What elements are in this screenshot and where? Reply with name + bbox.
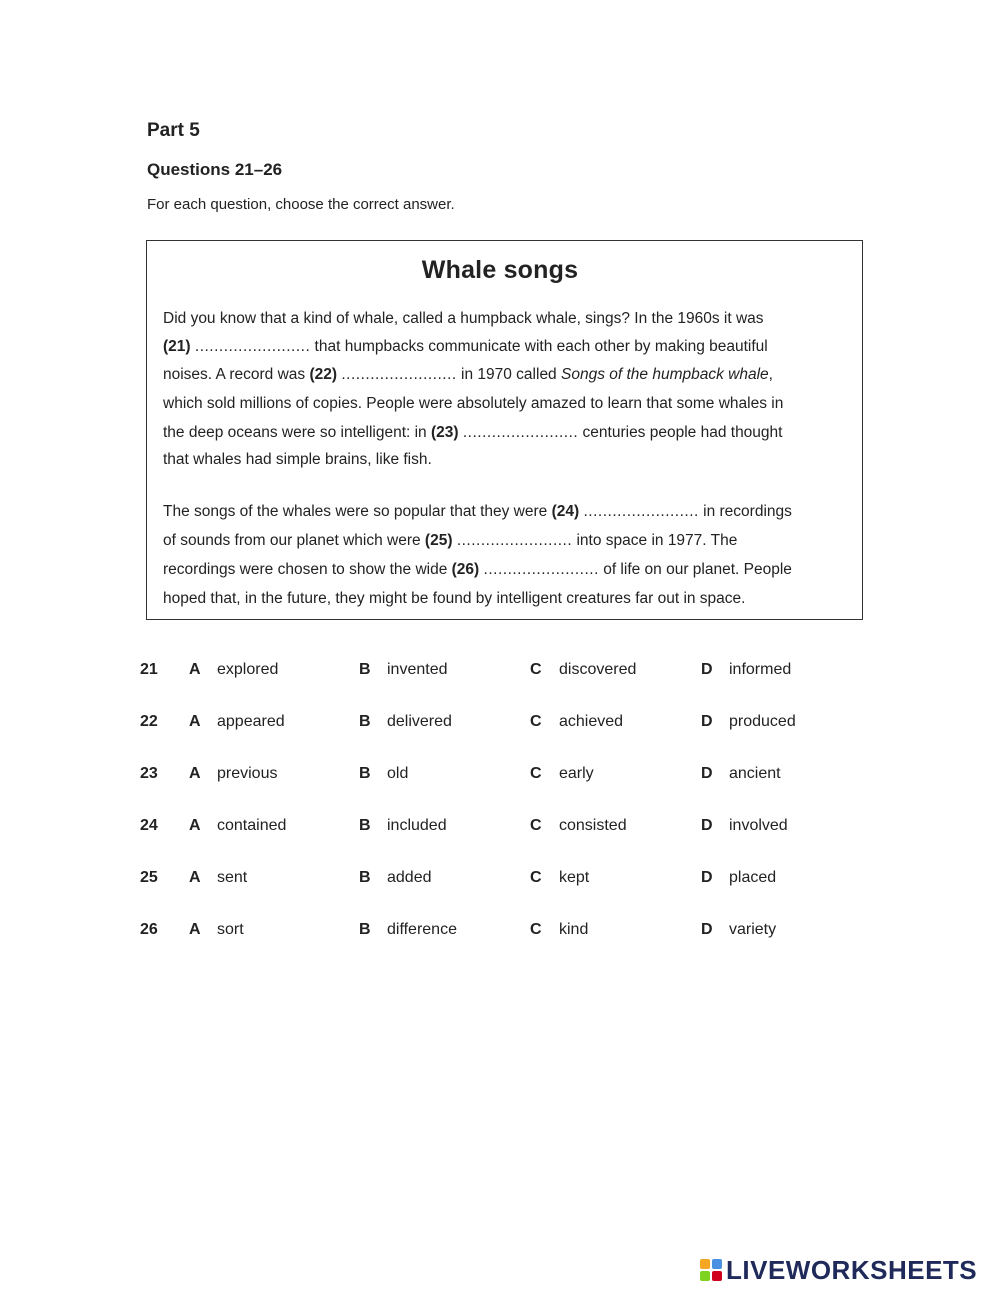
option-letter-b: B [359, 817, 371, 834]
option-letter-c: C [530, 817, 542, 834]
option-22-a[interactable]: appeared [217, 713, 285, 730]
option-25-d[interactable]: placed [729, 869, 777, 886]
blank-number-26: (26) [451, 561, 480, 578]
option-25-c[interactable]: kept [559, 869, 590, 886]
question-row-22 [0, 713, 1000, 737]
option-letter-a: A [189, 817, 201, 834]
option-letter-c: C [530, 869, 542, 886]
option-23-d[interactable]: ancient [729, 765, 781, 782]
option-25-a[interactable]: sent [217, 869, 248, 886]
option-25-b[interactable]: added [387, 869, 432, 886]
option-26-a[interactable]: sort [217, 921, 244, 938]
option-letter-d: D [701, 921, 713, 938]
instruction-text: For each question, choose the correct answer. [147, 196, 455, 213]
option-letter-a: A [189, 921, 201, 938]
option-21-d[interactable]: informed [729, 661, 792, 678]
question-number: 23 [140, 765, 158, 782]
option-letter-b: B [359, 869, 371, 886]
question-row-21 [0, 661, 1000, 685]
blank-21[interactable]: ........................ [194, 338, 311, 355]
option-24-c[interactable]: consisted [559, 817, 627, 834]
option-letter-b: B [359, 713, 371, 730]
option-letter-a: A [189, 765, 201, 782]
passage-line-10: hoped that, in the future, they might be found by intelligent creatures far out in space. [163, 590, 746, 607]
blank-number-23: (23) [430, 424, 459, 441]
option-letter-c: C [530, 765, 542, 782]
brand-text: LIVEWORKSHEETS [726, 1254, 978, 1285]
option-letter-d: D [701, 817, 713, 834]
option-22-d[interactable]: produced [729, 713, 796, 730]
option-letter-b: B [359, 921, 371, 938]
liveworksheets-brand [700, 1256, 977, 1284]
blank-23[interactable]: ........................ [462, 424, 579, 441]
passage-line-9: recordings were chosen to show the wide (26) ........................ of life on our planet. People [163, 561, 792, 578]
option-21-a[interactable]: explored [217, 661, 279, 678]
questions-title: Questions 21–26 [147, 160, 283, 179]
passage-line-8: of sounds from our planet which were (25) ........................ into space in 1977. The [163, 532, 738, 549]
option-26-c[interactable]: kind [559, 921, 589, 938]
option-24-a[interactable]: contained [217, 817, 287, 834]
option-letter-d: D [701, 661, 713, 678]
option-letter-d: D [701, 765, 713, 782]
option-21-b[interactable]: invented [387, 661, 448, 678]
passage-line-4: which sold millions of copies. People were absolutely amazed to learn that some whales in [163, 395, 784, 412]
option-22-c[interactable]: achieved [559, 713, 624, 730]
passage-title: Whale songs [421, 256, 579, 284]
option-letter-c: C [530, 921, 542, 938]
option-letter-d: D [701, 713, 713, 730]
blank-26[interactable]: ........................ [483, 561, 599, 578]
question-row-26 [0, 921, 1000, 945]
option-22-b[interactable]: delivered [387, 713, 452, 730]
option-23-c[interactable]: early [559, 765, 594, 782]
passage-line-3: noises. A record was (22) ........................ in 1970 called Songs of the humpback whale, [163, 366, 773, 383]
question-row-24 [0, 817, 1000, 841]
passage-line-1: Did you know that a kind of whale, called a humpback whale, sings? In the 1960s it was [163, 310, 764, 327]
option-letter-d: D [701, 869, 713, 886]
liveworksheets-logo-icon [700, 1259, 722, 1281]
logo-square [700, 1259, 710, 1269]
option-23-a[interactable]: previous [217, 765, 278, 782]
option-24-b[interactable]: included [387, 817, 447, 834]
option-24-d[interactable]: involved [729, 817, 788, 834]
option-21-c[interactable]: discovered [559, 661, 637, 678]
passage-line-7: The songs of the whales were so popular that they were (24) ........................ in recordings [163, 503, 792, 520]
question-row-23 [0, 765, 1000, 789]
blank-number-25: (25) [424, 532, 453, 549]
question-number: 22 [140, 713, 158, 730]
option-letter-a: A [189, 713, 201, 730]
logo-square [700, 1271, 710, 1281]
logo-square [712, 1271, 722, 1281]
question-number: 25 [140, 869, 158, 886]
option-letter-a: A [189, 661, 201, 678]
option-23-b[interactable]: old [387, 765, 409, 782]
option-letter-b: B [359, 661, 371, 678]
blank-24[interactable]: ........................ [583, 503, 699, 520]
option-letter-a: A [189, 869, 201, 886]
blank-number-24: (24) [551, 503, 580, 520]
blank-number-21: (21) [163, 338, 191, 355]
option-letter-c: C [530, 661, 542, 678]
question-number: 21 [140, 661, 158, 678]
part-title: Part 5 [147, 120, 200, 141]
option-letter-b: B [359, 765, 371, 782]
passage-line-2: (21) ........................ that humpbacks communicate with each other by making beautiful [163, 338, 768, 355]
blank-22[interactable]: ........................ [341, 366, 457, 383]
option-26-d[interactable]: variety [729, 921, 777, 938]
blank-number-22: (22) [309, 366, 338, 383]
question-number: 26 [140, 921, 158, 938]
passage-line-5: the deep oceans were so intelligent: in (23) ........................ centuries people had thought [163, 424, 783, 441]
option-26-b[interactable]: difference [387, 921, 457, 938]
question-number: 24 [140, 817, 158, 834]
logo-square [712, 1259, 722, 1269]
option-letter-c: C [530, 713, 542, 730]
blank-25[interactable]: ........................ [456, 532, 573, 549]
question-row-25 [0, 869, 1000, 893]
passage-line-6: that whales had simple brains, like fish. [163, 451, 432, 468]
